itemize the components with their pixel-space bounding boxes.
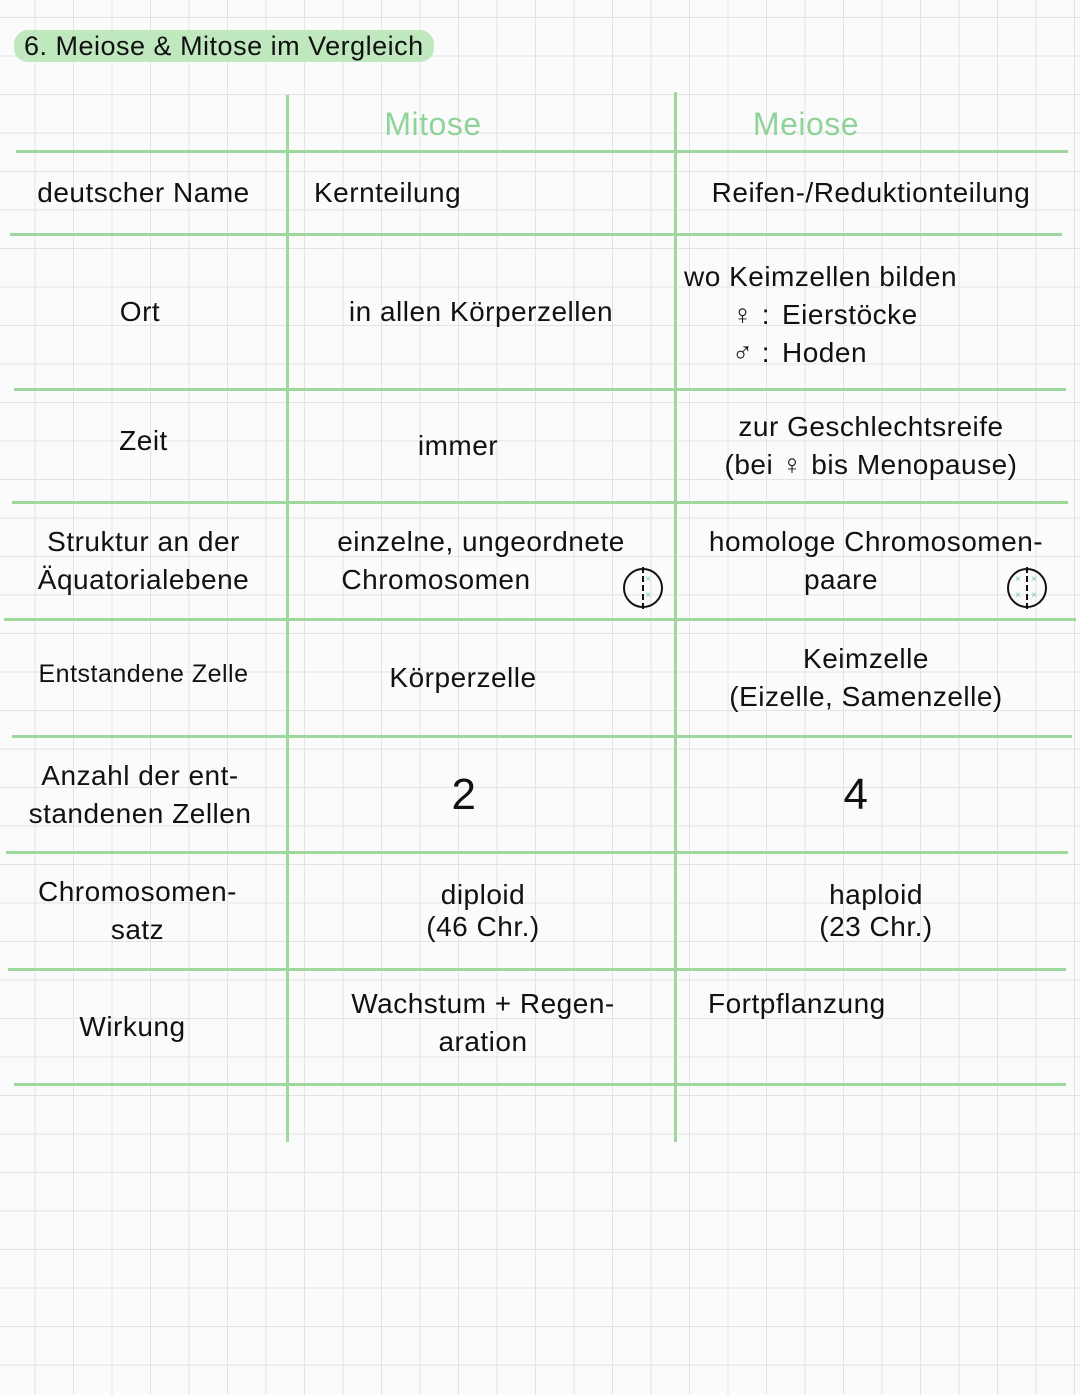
row-label: Zeit [119,425,168,456]
text-line: Hoden [782,337,868,368]
meiose-cell [676,391,1066,501]
text-line: Chromosomen- [38,876,237,907]
meiose-cell: 4 [843,769,869,819]
text-line: zur Geschlechtsreife [738,411,1004,442]
text-line: homologe Chromosomen- [708,526,1044,557]
page-title: 6. Meiose & Mitose im Vergleich [14,30,434,62]
male-symbol-icon: ♂ : [732,337,771,368]
row-label: Wirkung [79,1011,186,1042]
mitose-cell: 2 [451,769,477,819]
meiose-cell: Fortpflanzung [708,988,886,1019]
text-line: Eierstöcke [782,299,918,330]
mitose-cell: Körperzelle [389,662,537,693]
row-label [0,504,287,618]
row-label: Ort [119,296,161,327]
mitose-cell [288,985,678,1075]
text-line: einzelne, ungeordnete [337,526,625,557]
row-label: deutscher Name [37,177,250,208]
header-mitose: Mitose [384,106,482,142]
text-line: haploid [829,879,923,910]
text-line: wo Keimzellen bilden [684,261,958,292]
mitose-cell [288,504,674,618]
text-line: (bei ♀ bis Menopause) [724,449,1018,480]
text-line: diploid [440,879,526,910]
text-line: paare [803,564,879,595]
meiose-cell [676,854,1076,968]
text-line: Anzahl der ent- [41,759,239,791]
mitosis-cell-diagram-icon: × × [623,568,663,608]
text-line: satz [110,914,165,945]
text-line: Wachstum + Regen- [351,988,615,1019]
mitose-cell: in allen Körperzellen [348,296,614,327]
text-line: Struktur an der [47,526,240,557]
female-symbol-icon: ♀ : [732,299,771,330]
meiosis-cell-diagram-icon: × × × × [1007,568,1047,608]
text-line: (Eizelle, Samenzelle) [729,681,1003,712]
meiose-cell: Reifen-/Reduktionteilung [711,177,1031,208]
text-line: Keimzelle [803,643,929,674]
row-label [0,738,280,851]
text-line: standenen Zellen [28,797,252,829]
divider [14,1083,1066,1086]
mitose-cell [288,854,678,968]
text-line: (46 Chr.) [426,911,540,942]
text-line: Äquatorialebene [37,564,250,595]
mitose-cell: Kernteilung [314,177,462,208]
meiose-cell [676,258,1074,374]
meiose-cell [676,621,1056,735]
mitose-cell: immer [417,430,499,461]
text-line: Chromosomen [341,564,531,595]
text-line: (23 Chr.) [819,911,933,942]
text-line: aration [438,1026,528,1057]
row-label: Entstandene Zelle [38,660,249,688]
row-label [0,854,275,968]
header-meiose: Meiose [752,106,860,142]
